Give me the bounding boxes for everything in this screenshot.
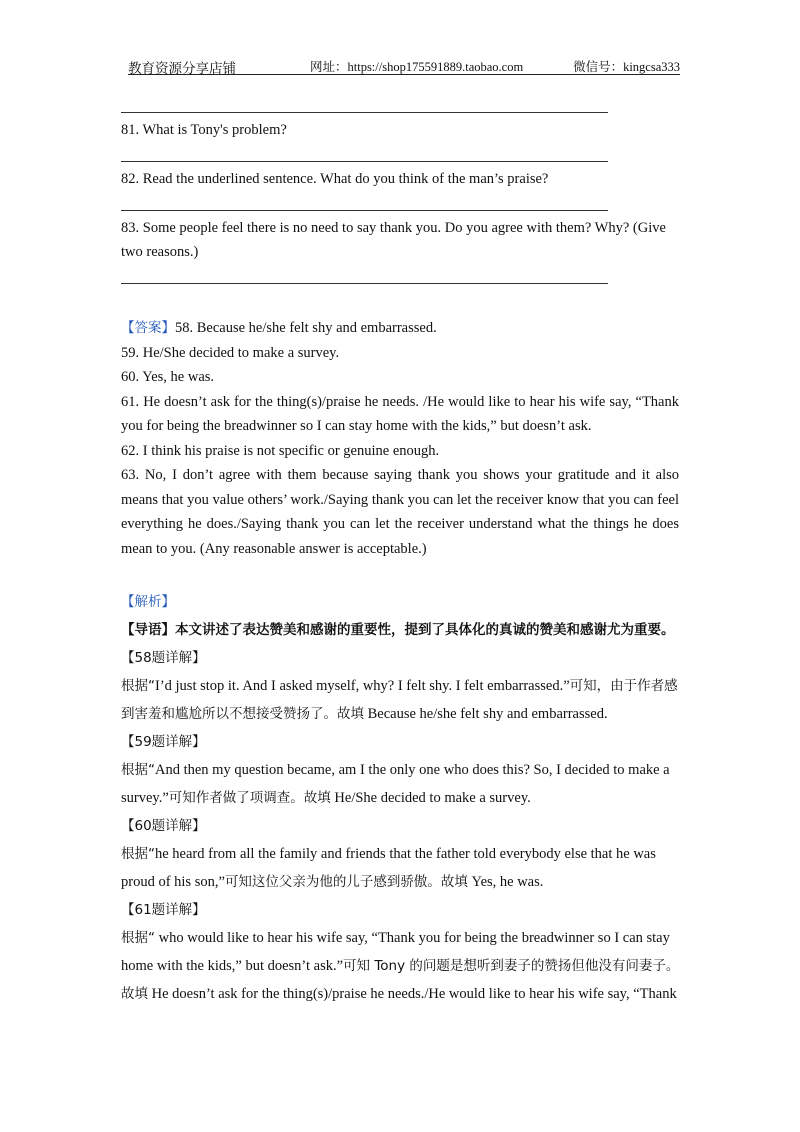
answer-62: 62. I think his praise is not specific or genuine enough. <box>121 442 440 459</box>
detail-58-text: 根据“I’d just stop it. And I asked myself, why? I felt shy. I felt embarrassed.”可知，由于作者感到害羞和尴尬所以不想接受赞扬了。故填 Because he/she felt shy and embarrassed. <box>121 678 678 722</box>
answer-line <box>121 210 608 211</box>
detail-59-text: 根据“And then my question became, am I the only one who does this? So, I decided to make a survey.”可知作者做了项调查。故填 He/She decided to make a survey. <box>121 762 670 806</box>
page-header <box>128 56 680 75</box>
detail-58-title: 【58题详解】 <box>121 650 206 666</box>
header-wechat: 微信号：kingcsa333 <box>573 60 680 74</box>
analysis-tag: 【解析】 <box>121 594 175 610</box>
answer-section <box>121 316 679 561</box>
answer-tag: 【答案】 <box>121 320 175 336</box>
answer-58: 【答案】58. Because he/she felt shy and embarrassed. <box>121 320 437 336</box>
header-shop-name: 教育资源分享店铺 <box>128 61 236 77</box>
answer-61: 61. He doesn’t ask for the thing(s)/praise he needs. /He would like to hear his wife say, “Thank you for being the breadwinner so I can stay home with the kids,” but doesn’t ask. <box>121 393 679 434</box>
question-83: 83. Some people feel there is no need to say thank you. Do you agree with them? Why? (Give two reasons.) <box>121 220 666 260</box>
answer-60: 60. Yes, he was. <box>121 369 215 385</box>
answer-59: 59. He/She decided to make a survey. <box>121 344 340 361</box>
guide-paragraph: 【导语】本文讲述了表达赞美和感谢的重要性，提到了具体化的真诚的赞美和感谢尤为重要。 <box>121 622 675 638</box>
question-82: 82. Read the underlined sentence. What do you think of the man’s praise? <box>121 171 549 187</box>
question-81: 81. What is Tony's problem? <box>121 122 287 138</box>
detail-60-title: 【60题详解】 <box>121 818 206 834</box>
answer-63: 63. No, I don’t agree with them because saying thank you shows your gratitude and it also means that you value others’ work./Saying thank you can let the receiver know that you can feel everything he does./Saying thank you can let the receiver understand what the things he does mean to you. (Any reasonable answer is acceptable.) <box>121 467 679 557</box>
detail-59-title: 【59题详解】 <box>121 734 206 750</box>
analysis-section <box>121 588 681 1008</box>
answer-line <box>121 283 608 284</box>
answer-line <box>121 161 608 162</box>
detail-61-text: 根据“ who would like to hear his wife say, “Thank you for being the breadwinner so I can stay home with the kids,” but doesn’t ask.”可知 Tony 的问题是想听到妻子的赞扬但他没有问妻子。故填 He doesn’t ask for the thing(s)/praise he needs./He would like to hear his wife say, “Thank <box>121 930 680 1002</box>
detail-60-text: 根据“he heard from all the family and friends that the father told everybody else that he was proud of his son,”可知这位父亲为他的儿子感到骄傲。故填 Yes, he was. <box>121 846 656 890</box>
detail-61-title: 【61题详解】 <box>121 902 206 918</box>
answer-line <box>121 112 608 113</box>
header-url: 网址：https://shop175591889.taobao.com <box>310 60 524 74</box>
